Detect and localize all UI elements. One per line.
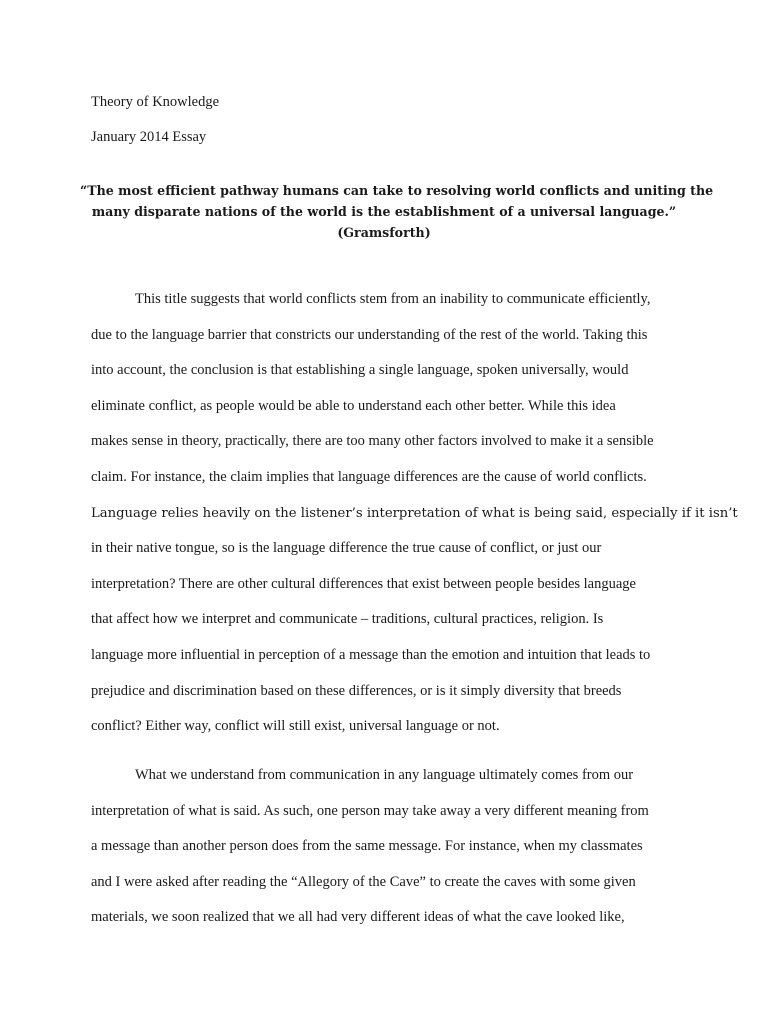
paragraph-line: eliminate conflict, as people would be able to understand each other better. While this idea <box>91 397 616 414</box>
title-quote <box>80 180 714 243</box>
quote-line: “The most efficient pathway humans can take to resolving world conflicts and uniting the <box>80 183 714 198</box>
paragraph-line: This title suggests that world conflicts stem from an inability to communicate efficiently, <box>135 291 651 307</box>
paragraph-line: What we understand from communication in any language ultimately comes from our <box>135 767 634 783</box>
paragraph-line: claim. For instance, the claim implies that language differences are the cause of world conflicts. <box>91 468 647 485</box>
paragraph-line: in their native tongue, so is the language difference the true cause of conflict, or just our <box>91 540 602 557</box>
paragraph-line: that affect how we interpret and communicate – traditions, cultural practices, religion. Is <box>91 611 604 628</box>
paragraph-line: interpretation of what is said. As such, one person may take away a very different meaning from <box>91 802 649 819</box>
paragraph-line: Language relies heavily on the listener’s interpretation of what is being said, especially if it isn’t <box>91 505 738 521</box>
paragraph-line: makes sense in theory, practically, there are too many other factors involved to make it a sensible <box>91 433 654 450</box>
paragraph-line: language more influential in perception of a message than the emotion and intuition that leads to <box>91 646 651 663</box>
paragraph-2 <box>91 758 691 936</box>
paragraph-line: conflict? Either way, conflict will still exist, universal language or not. <box>91 718 500 735</box>
paragraph-line: into account, the conclusion is that establishing a single language, spoken universally, would <box>91 362 629 379</box>
quote-attribution: (Gramsforth) <box>337 225 431 240</box>
paragraph-line: prejudice and discrimination based on these differences, or is it simply diversity that breeds <box>91 682 622 699</box>
quote-line: many disparate nations of the world is the establishment of a universal language.” <box>91 204 677 219</box>
essay-date: January 2014 Essay <box>91 129 207 145</box>
paragraph-line: due to the language barrier that constricts our understanding of the rest of the world. Taking this <box>91 326 648 343</box>
paragraph-1 <box>91 282 738 745</box>
paragraph-line: materials, we soon realized that we all had very different ideas of what the cave looked like, <box>91 909 625 926</box>
paragraph-line: interpretation? There are other cultural differences that exist between people besides language <box>91 575 636 592</box>
course-title: Theory of Knowledge <box>91 94 220 110</box>
paragraph-line: and I were asked after reading the “Allegory of the Cave” to create the caves with some given <box>91 873 636 890</box>
paragraph-line: a message than another person does from the same message. For instance, when my classmates <box>91 838 643 855</box>
